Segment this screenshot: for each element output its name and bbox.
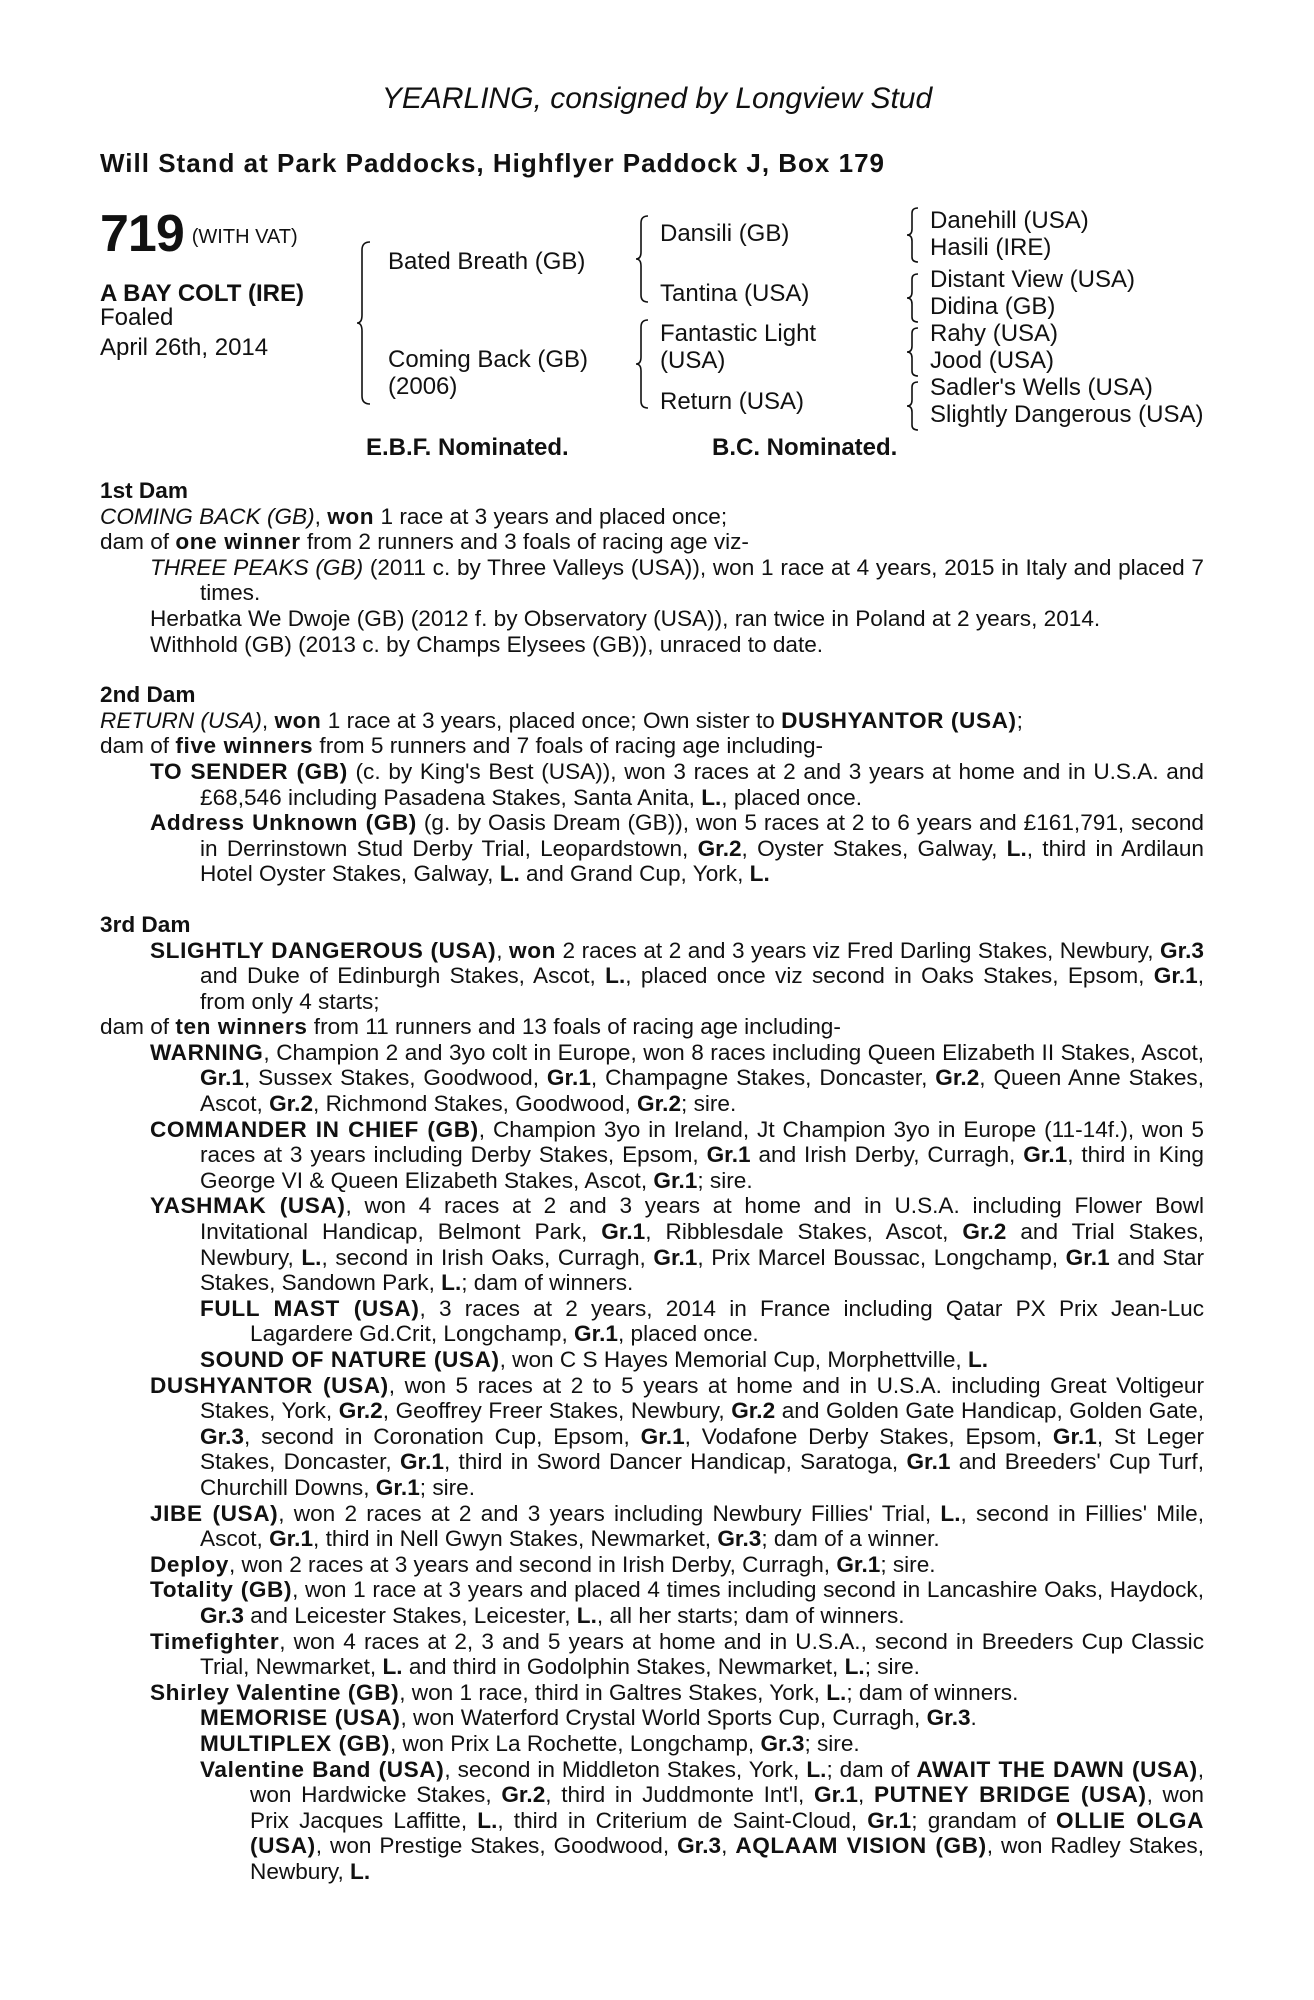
text: 2 races at 2 and 3 years viz Fred Darling Stakes, Newbury, [556,937,1161,963]
text: , won 5 races at 2 to 5 years at home and in U.S.A. including Great Voltigeur Stakes, York, Gr.2, Geoffrey Freer Stakes, Newbury, Gr.2 and Golden Gate Handicap, Golden Gate, Gr.3, second in Coronation Cup, Epsom, Gr.1, Vodafone Derby Stakes, Epsom, Gr.1, St Leger Stakes, Doncaster, Gr.1, third in Sword Dancer Handicap, Saratoga, Gr.1 and Breeders' Cup Turf, Churchill Downs, Gr.1; sire. [200,1372,1205,1500]
text: 1 race at 3 years and placed once; [374,503,728,529]
third-dam-produce-summary [100,1014,1204,1040]
text: 1 race at 3 years, placed once; Own sister to [321,707,782,733]
pedigree-brace [904,206,922,264]
grade: Gr.1 [653,1244,698,1270]
sibling-name: DUSHYANTOR (USA) [781,707,1017,733]
offspring-name: Timefighter [150,1628,280,1654]
grade: Gr.1 [836,1551,881,1577]
grade: Gr.1 [906,1449,951,1475]
text: dam of [100,1014,176,1040]
grand-offspring-entry [200,1347,1204,1373]
pedigree-ddd: Slightly Dangerous (USA) [930,401,1204,428]
offspring-name: WARNING [150,1039,264,1065]
grade: L. [967,1347,989,1372]
grand-offspring-entry [200,1731,1204,1757]
text: , [496,937,510,963]
foaled-label: Foaled [100,304,174,331]
offspring-name: Totality (GB) [150,1577,293,1603]
pedigree-brace [904,326,922,378]
pedigree-dam-dam: Return (USA) [660,388,805,415]
grade: Gr.1 [200,1065,244,1091]
text: , placed once viz second in Oaks Stakes, Epsom, [625,963,1154,989]
grade: Gr.2 [501,1782,546,1808]
grade: L. [749,861,770,887]
vat-label: (WITH VAT) [191,226,298,248]
produce-record [100,478,1204,1884]
grade: L. [350,1858,371,1884]
grade: Gr.1 [706,1142,751,1168]
offspring-entry: Herbatka We Dwoje (GB) (2012 f. by Observatory (USA)), ran twice in Poland at 2 years, 2014. [150,605,1101,631]
grade: Gr.2 [637,1091,682,1117]
grade: L. [844,1654,865,1680]
text: , placed once. [721,784,862,810]
text: and Duke of Edinburgh Stakes, Ascot, [200,963,606,989]
grade: Gr.1 [640,1423,685,1449]
offspring-entry [150,1501,1204,1552]
offspring-name: SOUND OF NATURE (USA) [200,1347,500,1372]
text: (g. by Oasis Dream (GB)), won 5 races at 2 to 6 years and £161,791, second in Derrinstown Stud Derby Trial, Leopardstown, [200,810,1204,861]
grade: Gr.3 [717,1526,762,1552]
text: from 5 runners and 7 foals of racing age including- [313,733,824,759]
third-dam-name: SLIGHTLY DANGEROUS (USA) [150,937,497,963]
offspring-name: COMMANDER IN CHIEF (GB) [150,1116,479,1142]
text: , won 1 race, third in Galtres Stakes, York, L.; dam of winners. [399,1679,1019,1705]
grade: Gr.1 [574,1321,618,1347]
grade: Gr.2 [731,1398,776,1424]
foaled-date: April 26th, 2014 [100,334,269,361]
grade: Gr.3 [200,1602,244,1628]
won-label: won [327,503,375,529]
pedigree-sire: Bated Breath (GB) [388,248,586,275]
grade: L. [806,1756,827,1782]
text: (c. by King's Best (USA)), won 3 races at 2 and 3 years at home and in U.S.A. and £68,546 including Pasadena Stakes, Santa Anita, [200,758,1204,810]
offspring-entry [150,1552,1204,1578]
text: , won Radley Stakes, Newbury, L. [250,1833,1204,1884]
grade: Gr.3 [926,1705,971,1731]
text: ; [1016,707,1023,733]
offspring-entry [150,1117,1204,1194]
offspring-name: AQLAAM VISION (GB) [735,1833,987,1859]
text: , won Waterford Crystal World Sports Cup, Curragh, Gr.3. [400,1705,977,1731]
grade: L. [576,1602,597,1628]
text: dam of [100,733,176,759]
text: , Oyster Stakes, Galway, [741,835,1007,861]
offspring-entry: Withhold (GB) (2013 c. by Champs Elysees (GB)), unraced to date. [150,631,824,657]
text: from 11 runners and 13 foals of racing age including- [307,1014,841,1040]
stand-location: Will Stand at Park Paddocks, Highflyer Paddock J, Box 179 [100,148,885,178]
pedigree-dss: Rahy (USA) [930,320,1059,347]
lot-number: 719 [100,205,184,263]
grade: L. [382,1654,403,1680]
offspring-name: Shirley Valentine (GB) [150,1679,400,1705]
pedigree-brace [904,380,922,432]
first-dam-name: COMING BACK (GB) [100,503,315,529]
offspring-name: AWAIT THE DAWN (USA) [916,1756,1198,1782]
second-dam-heading: 2nd Dam [100,682,196,708]
horse-description: A BAY COLT (IRE) [100,280,305,307]
offspring-name: DUSHYANTOR (USA) [150,1372,389,1398]
pedigree-dsd: Jood (USA) [930,347,1055,374]
pedigree-dds: Sadler's Wells (USA) [930,374,1153,401]
pedigree-sire-dam: Tantina (USA) [660,280,810,307]
offspring-name: Valentine Band (USA) [200,1756,445,1782]
text: , from only 4 starts; [200,963,1204,1014]
offspring-entry [150,1193,1204,1295]
text: , won 2 races at 2 and 3 years including Newbury Fillies' Trial, L., second in Fillies' Mile, Ascot, Gr.1, third in Nell Gwyn Stakes, Newmarket, Gr.3; dam of a winner. [200,1500,1205,1552]
grade: Gr.1 [653,1167,698,1193]
pedigree-dam: Coming Back (GB) [388,346,589,373]
winners-count: ten winners [175,1014,308,1040]
grand-offspring-entry [200,1296,1204,1347]
offspring-entry [150,1373,1204,1501]
pedigree-dam-sire: Fantastic Light [660,320,817,347]
pedigree-brace [356,240,376,406]
text: , won Prix La Rochette, Longchamp, Gr.3; sire. [389,1730,860,1756]
winners-count: one winner [175,529,301,555]
grade: Gr.1 [375,1474,420,1500]
pedigree-sds: Distant View (USA) [930,266,1135,293]
grade: L. [1006,835,1027,861]
text: , Champion 3yo in Ireland, Jt Champion 3yo in Europe (11-14f.), won 5 races at 3 years including Derby Stakes, Epsom, Gr.1 and Irish Derby, Curragh, Gr.1, third in King George VI & Queen Elizabeth Stakes, Ascot, Gr.1; sire. [200,1116,1204,1193]
offspring-entry [150,1629,1204,1680]
grade: Gr.3 [1160,937,1204,963]
offspring-name: MULTIPLEX (GB) [200,1730,390,1756]
bc-nominated: B.C. Nominated. [712,434,898,461]
first-dam-produce-summary [100,529,1204,555]
text: , won 4 races at 2, 3 and 5 years at home and in U.S.A., second in Breeders Cup Classic Trial, Newmarket, L. and third in Godolphin Stakes, Newmarket, L.; sire. [200,1628,1204,1680]
third-dam-line [150,938,1204,1015]
grade: Gr.1 [867,1807,912,1833]
lot-header [100,204,298,264]
offspring-entry [150,1680,1204,1706]
text: , won Hardwicke Stakes, Gr.2, third in Juddmonte Int'l, Gr.1, [250,1756,1205,1808]
text: , Champion 2 and 3yo colt in Europe, won 8 races including Queen Elizabeth II Stakes, Ascot, Gr.1, Sussex Stakes, Goodwood, Gr.1, Champagne Stakes, Doncaster, Gr.2, Queen Anne Stakes, Ascot, Gr.2, Richmond Stakes, Goodwood, Gr.2; sire. [200,1039,1204,1117]
consignment-line: YEARLING, consigned by Longview Stud [381,82,933,115]
offspring-name: JIBE (USA) [150,1500,279,1526]
grade: L. [301,1244,322,1270]
grade: Gr.2 [962,1219,1007,1245]
grade: L. [499,861,520,887]
text: , won 4 races at 2 and 3 years at home and in U.S.A. including Flower Bowl Invitational Handicap, Belmont Park, Gr.1, Ribblesdale Stakes, Ascot, Gr.2 and Trial Stakes, Newbury, L., second in Irish Oaks, Curragh, Gr.1, Prix Marcel Boussac, Longchamp, Gr.1 and Star Stakes, Sandown Park, L.; dam of winners. [200,1193,1205,1296]
grade: Gr.2 [338,1398,383,1424]
grade: Gr.1 [546,1065,591,1091]
grade: L. [701,784,722,810]
grade: Gr.1 [399,1449,444,1475]
pedigree-dam-sire-country: (USA) [660,347,726,374]
grade: Gr.1 [1153,963,1198,989]
pedigree-ssd: Hasili (IRE) [930,234,1052,261]
grade: Gr.2 [697,835,742,861]
grade: Gr.2 [935,1065,980,1091]
text: , third in Ardilaun Hotel Oyster Stakes, Galway, [200,835,1204,887]
text: dam of [100,529,176,555]
text: , second in Middleton Stakes, York, L.; dam of [444,1756,917,1782]
offspring-name: Address Unknown (GB) [150,810,417,836]
pedigree-sss: Danehill (USA) [930,207,1089,234]
text: , won 2 races at 3 years and second in Irish Derby, Curragh, Gr.1; sire. [228,1551,936,1577]
grade: Gr.2 [269,1091,314,1117]
won-label: won [509,937,557,963]
offspring-entry [150,1040,1204,1117]
grade: L. [441,1270,462,1296]
pedigree-sire-sire: Dansili (GB) [660,220,790,247]
text: , won 1 race at 3 years and placed 4 times including second in Lancashire Oaks, Haydock, Gr.3 and Leicester Stakes, Leicester, L., all her starts; dam of winners. [200,1577,1204,1628]
pedigree-brace [904,272,922,324]
grade: Gr.1 [1023,1142,1068,1168]
grand-offspring-entry [200,1757,1204,1885]
text: , won Prix Jacques Laffitte, L., third in Criterium de Saint-Cloud, Gr.1; grandam of [250,1782,1204,1833]
text: , won C S Hayes Memorial Cup, Morphettville, L. [499,1347,989,1372]
pedigree-brace [634,318,654,410]
offspring-entry [150,555,1204,606]
second-dam-produce-summary [100,733,1204,759]
second-dam-line: RETURN (USA), won 1 race at 3 years, placed once; Own sister to DUSHYANTOR (USA); [100,707,1023,733]
offspring-name: PUTNEY BRIDGE (USA) [873,1782,1147,1808]
offspring-name: TO SENDER (GB) [150,758,348,784]
third-dam-heading: 3rd Dam [100,911,191,937]
second-dam-name: RETURN (USA) [100,707,262,733]
winners-count: five winners [175,733,314,759]
won-label: won [274,707,322,733]
grade: Gr.3 [677,1833,722,1859]
offspring-name: Deploy [150,1551,229,1577]
ebf-nominated: E.B.F. Nominated. [366,434,569,461]
grade: Gr.1 [1052,1423,1097,1449]
offspring-name: YASHMAK (USA) [150,1193,346,1219]
text: and Grand Cup, York, [519,861,750,887]
grade: L. [826,1679,847,1705]
grade: L. [940,1500,961,1526]
grade: Gr.1 [1065,1244,1110,1270]
offspring-name: MEMORISE (USA) [200,1705,401,1731]
pedigree-dam-year: (2006) [388,373,458,400]
grade: Gr.1 [601,1219,646,1245]
grand-offspring-entry [200,1705,1204,1731]
grade: Gr.1 [814,1782,858,1808]
text: (2011 c. by Three Valleys (USA)), won 1 race at 4 years, 2015 in Italy and placed 7 times. [200,554,1204,606]
offspring-name: FULL MAST (USA) [200,1295,420,1321]
pedigree-brace [634,214,654,304]
pedigree-sdd: Didina (GB) [930,293,1056,320]
grade: L. [477,1807,498,1833]
first-dam-heading: 1st Dam [100,478,188,503]
grade: Gr.3 [760,1730,805,1756]
offspring-entry [150,810,1204,887]
first-dam-line: COMING BACK (GB), won 1 race at 3 years and placed once; [100,503,728,529]
offspring-name: OLLIE OLGA (USA) [250,1807,1205,1859]
text: , won Prestige Stakes, Goodwood, Gr.3, [315,1833,736,1859]
text: from 2 runners and 3 foals of racing age viz- [300,529,749,555]
offspring-entry [150,759,1204,810]
offspring-name: THREE PEAKS (GB) [150,554,364,580]
text: , 3 races at 2 years, 2014 in France including Qatar PX Prix Jean-Luc Lagardere Gd.Crit, Longchamp, Gr.1, placed once. [250,1295,1205,1347]
grade: L. [605,963,626,989]
offspring-entry [150,1577,1204,1628]
grade: Gr.1 [269,1526,314,1552]
grade: Gr.3 [200,1423,244,1449]
